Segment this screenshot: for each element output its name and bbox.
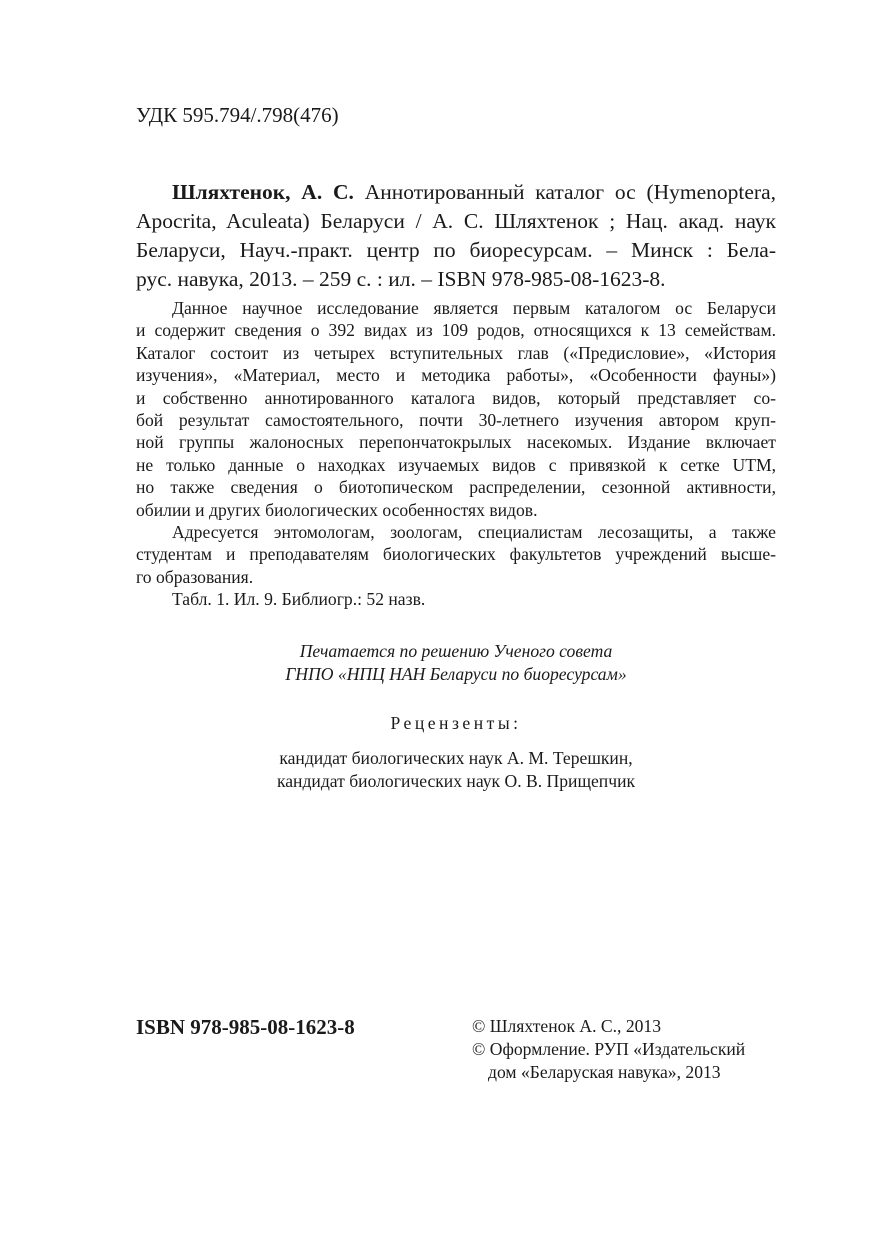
abstract-line: и содержит сведения о 392 видах из 109 родов, относящихся к 13 семействам. — [136, 320, 776, 341]
reviewers-heading: Рецензенты: — [390, 713, 522, 733]
copyright-publisher: дом «Беларуская навука», 2013 — [488, 1062, 721, 1082]
abstract-line: и собственно аннотированного каталога видов, который представляет со- — [136, 387, 776, 408]
bibliographic-line-3: Беларуси, Науч.-практ. центр по биоресурсам. – Минск : Бела- — [136, 238, 776, 262]
bibliographic-line-1 — [136, 178, 776, 207]
abstract-line: бой результат самостоятельного, почти 30-летнего изучения автором круп- — [136, 410, 776, 431]
udc-code: УДК 595.794/.798(476) — [136, 103, 339, 127]
audience-line: го образования. — [136, 566, 254, 587]
abstract-line: ной группы жалоносных перепончатокрылых насекомых. Издание включает — [136, 432, 776, 453]
copyright-author: © Шляхтенок А. С., 2013 — [472, 1016, 662, 1036]
bibliographic-record — [136, 178, 776, 294]
approval-line-2: ГНПО «НПЦ НАН Беларуси по биоресурсам» — [285, 663, 627, 684]
title-text: Аннотированный каталог ос (Hymenoptera, — [353, 180, 777, 204]
approval-line-1: Печатается по решению Ученого совета — [299, 641, 613, 661]
abstract-line: Данное научное исследование является первым каталогом ос Беларуси — [172, 298, 776, 318]
bibliographic-line-4: рус. навука, 2013. – 259 с. : ил. – ISBN 978-985-08-1623-8. — [136, 267, 666, 291]
reviewers-list — [136, 747, 776, 792]
abstract-line: обилии и других биологических особенностях видов. — [136, 499, 538, 520]
copyright-block — [472, 1015, 745, 1084]
abstract — [136, 297, 776, 611]
audience-line: студентам и преподавателям биологических факультетов учреждений высше- — [136, 544, 776, 565]
bibliographic-line-2: Apocrita, Aculeata) Беларуси / А. С. Шляхтенок ; Нац. акад. наук — [136, 209, 776, 233]
summary-counts: Табл. 1. Ил. 9. Библиогр.: 52 назв. — [172, 589, 426, 610]
abstract-line: изучения», «Материал, место и методика работы», «Особенности фауны») — [136, 365, 776, 386]
abstract-line: но также сведения о биотопическом распределении, сезонной активности, — [136, 477, 776, 498]
abstract-line: Каталог состоит из четырех вступительных глав («Предисловие», «История — [136, 342, 776, 363]
reviewer-1: кандидат биологических наук А. М. Терешкин, — [279, 748, 633, 768]
publication-approval — [136, 640, 776, 685]
abstract-line: не только данные о находках изучаемых видов с привязкой к сетке UTM, — [136, 454, 776, 475]
audience-line: Адресуется энтомологам, зоологам, специалистам лесозащиты, а также — [172, 522, 776, 543]
isbn: ISBN 978-985-08-1623-8 — [136, 1015, 355, 1039]
author-name: Шляхтенок, А. С. — [172, 180, 354, 204]
copyright-design: © Оформление. РУП «Издательский — [472, 1039, 746, 1059]
reviewer-2: кандидат биологических наук О. В. Прищепчик — [276, 770, 636, 791]
